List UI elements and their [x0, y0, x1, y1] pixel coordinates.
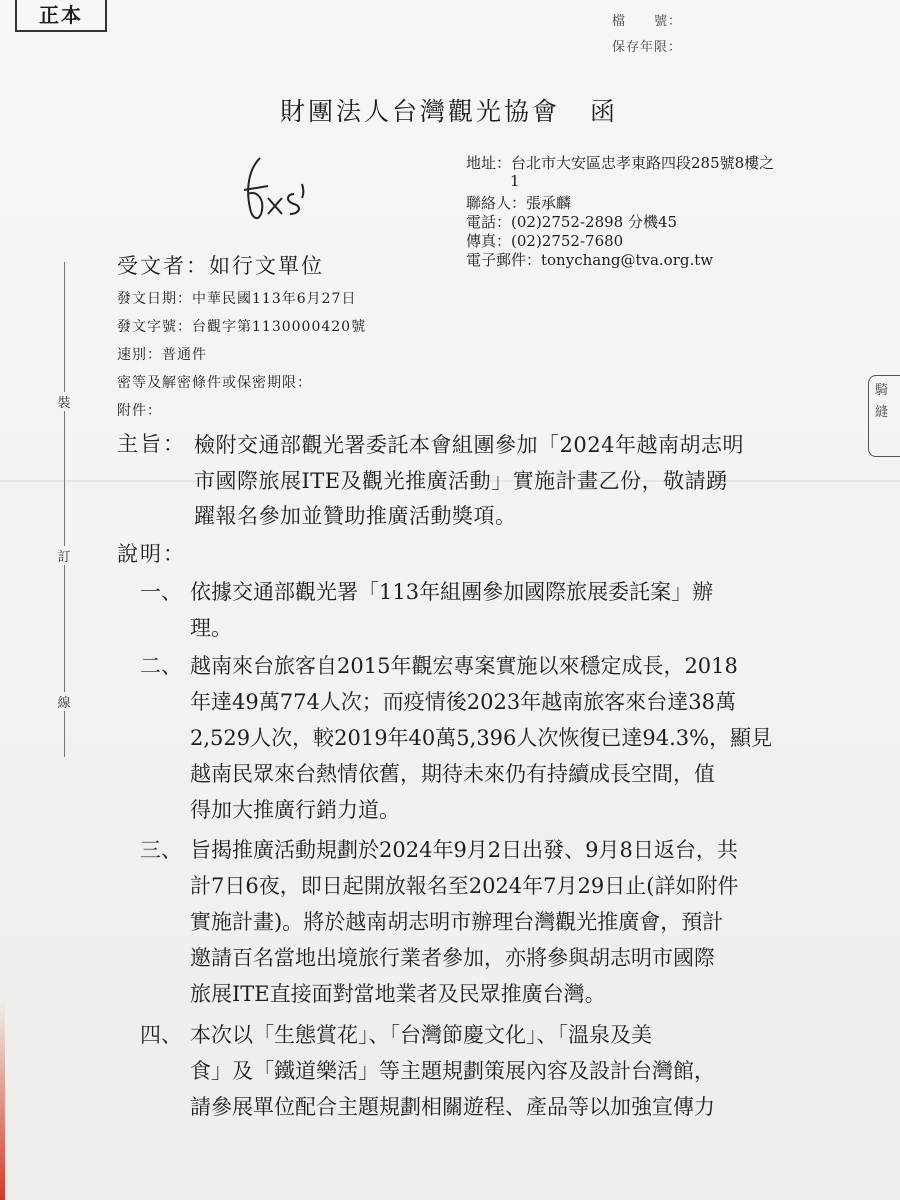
retention-label: 保存年限： — [612, 40, 683, 55]
recipient: 受文者：如行文單位 — [117, 254, 324, 278]
binding-mark-3: 線 — [55, 692, 73, 711]
seam-stamp-char-2: 縫 — [875, 405, 889, 420]
attachment-label: 附件： — [117, 403, 162, 419]
item-number: 四、 — [140, 1023, 182, 1047]
item-line: 2,529人次，較2019年40萬5,396人次恢復已達94.3%，顯見 — [190, 726, 773, 750]
secrecy-level: 密等及解密條件或保密期限： — [117, 375, 312, 391]
binding-mark-1: 裝 — [55, 392, 73, 411]
item-line: 本次以「生態賞花」、「台灣節慶文化」、「溫泉及美 — [190, 1023, 652, 1047]
item-line: 食」及「鐵道樂活」等主題規劃策展內容及設計台灣館， — [190, 1059, 715, 1083]
item-line: 旅展ITE直接面對當地業者及民眾推廣台灣。 — [190, 982, 606, 1006]
contact-phone: 電話：(02)2752-2898 分機45 — [466, 213, 678, 231]
subject-label: 主旨： — [117, 432, 186, 456]
file-number-label: 檔 號： — [612, 14, 683, 29]
delivery-speed: 速別：普通件 — [117, 347, 207, 363]
item-line: 理。 — [190, 616, 232, 640]
binding-line — [64, 262, 65, 757]
item-line: 計7日6夜，即日起開放報名至2024年7月29日止(詳如附件 — [190, 874, 739, 898]
address-line-2: 1 — [510, 172, 520, 190]
document-type: 函 — [590, 97, 619, 126]
item-number: 二、 — [140, 654, 182, 678]
issue-date: 發文日期：中華民國113年6月27日 — [117, 291, 357, 307]
red-edge — [0, 1000, 5, 1200]
item-line: 越南民眾來台熱情依舊，期待未來仍有持續成長空間，值 — [190, 762, 715, 786]
seam-stamp — [868, 375, 900, 457]
contact-fax: 傳真：(02)2752-7680 — [466, 232, 624, 250]
item-line: 得加大推廣行銷力道。 — [190, 798, 400, 822]
address-line-1: 地址：台北市大安區忠孝東路四段285號8樓之 — [466, 154, 775, 172]
subject-line: 市國際旅展ITE及觀光推廣活動」實施計畫乙份，敬請踴 — [194, 468, 728, 493]
binding-mark-2: 訂 — [55, 546, 73, 565]
contact-person: 聯絡人：張承麟 — [466, 194, 572, 212]
subject-line: 檢附交通部觀光署委託本會組團參加「2024年越南胡志明 — [194, 433, 744, 457]
item-line: 旨揭推廣活動規劃於2024年9月2日出發、9月8日返台，共 — [190, 838, 738, 862]
document-title — [280, 92, 618, 128]
organization-name: 財團法人台灣觀光協會 — [280, 97, 561, 126]
contact-email: 電子郵件：tonychang@tva.org.tw — [466, 251, 714, 269]
handwritten-signature — [238, 150, 318, 230]
item-line: 實施計畫)。將於越南胡志明市辦理台灣觀光推廣會，預計 — [190, 910, 724, 934]
item-line: 依據交通部觀光署「113年組團參加國際旅展委託案」辦 — [190, 580, 714, 604]
item-line: 越南來台旅客自2015年觀宏專案實施以來穩定成長，2018 — [190, 654, 738, 678]
item-number: 三、 — [140, 838, 182, 862]
item-line: 年達49萬774人次；而疫情後2023年越南旅客來台達38萬 — [190, 690, 736, 714]
subject-line: 躍報名參加並贊助推廣活動獎項。 — [194, 504, 517, 528]
subject-text — [194, 428, 814, 535]
document-number: 發文字號：台觀字第1130000420號 — [117, 319, 367, 335]
item-line: 請參展單位配合主題規劃相關遊程、產品等以加強宣傳力 — [190, 1095, 715, 1119]
seam-stamp-char-1: 騎 — [875, 383, 889, 398]
item-line: 邀請百名當地出境旅行業者參加，亦將參與胡志明市國際 — [190, 946, 715, 970]
original-copy-stamp: 正本 — [15, 0, 107, 32]
explanation-label: 說明： — [117, 542, 186, 566]
item-number: 一、 — [140, 580, 182, 604]
